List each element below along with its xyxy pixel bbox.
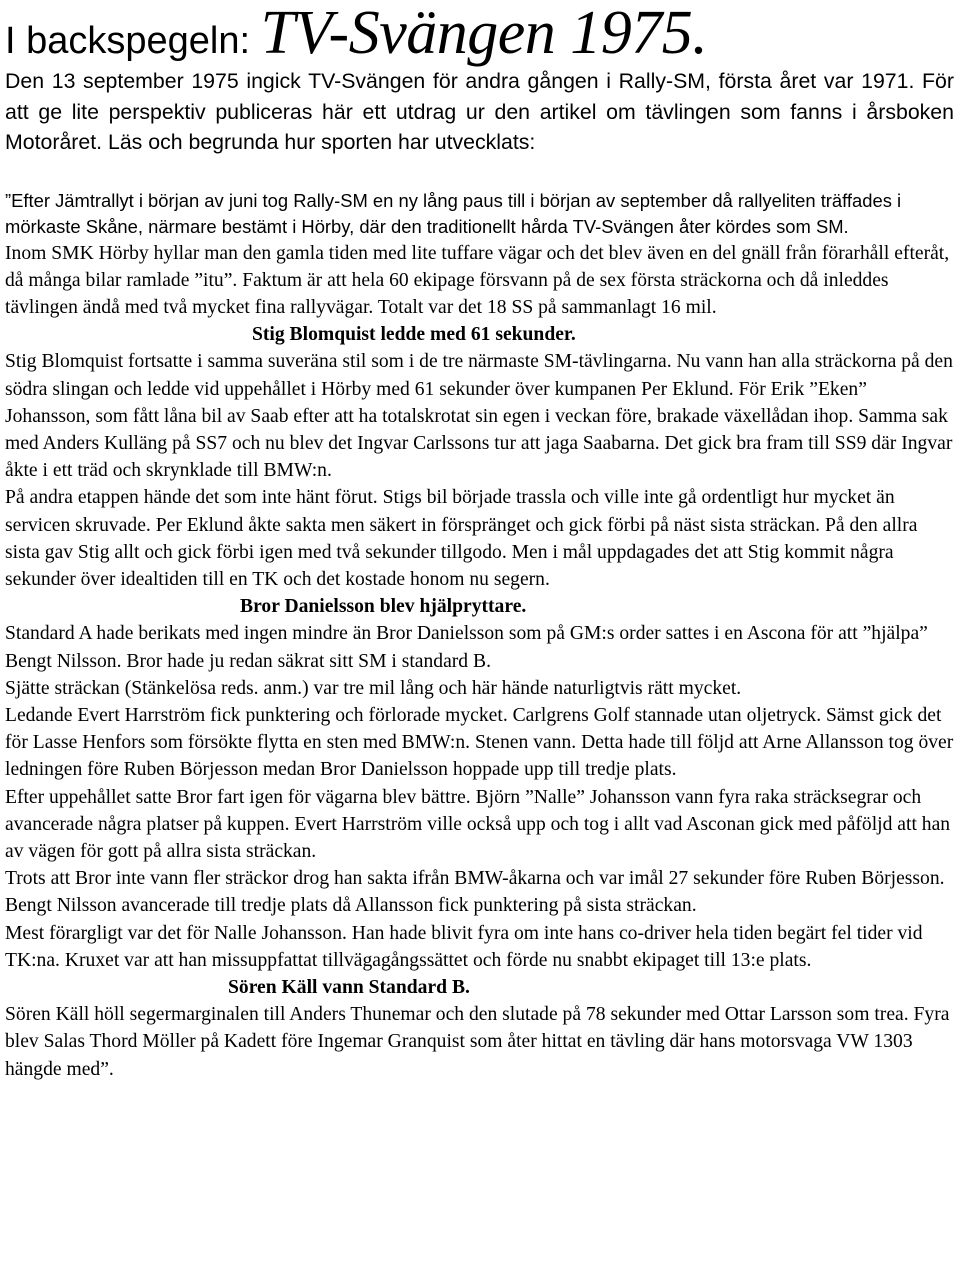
article-paragraph: Stig Blomquist fortsatte i samma suveräna stil som i de tre närmaste SM-tävlingarna. Nu vann han alla sträckorna på den södra slingan och ledde vid uppehållet i Hörby med 61 sekunder över kumpanen Per Eklund. För Erik ”Eken” Johansson, som fått låna bil av Saab efter att ha totalskrotat sin egen i veckan före, brakade växellådan ihop. Samma sak med Anders Kulläng på SS7 och nu blev det Ingvar Carlssons tur att jaga Saabarna. Det gick bra fram till SS9 där Ingvar åkte i ett träd och skrynklade till BMW:n. bbox=[5, 351, 953, 482]
article-paragraph: Inom SMK Hörby hyllar man den gamla tiden med lite tuffare vägar och det blev även en del gnäll från förarhåll efteråt, då många bilar ramlade ”itu”. Faktum är att hela 60 ekipage försvann på de sex första sträckorna och då inleddes tävlingen ändå med två mycket fina rallyvägar. Totalt var det 18 SS på sammanlagt 16 mil. bbox=[5, 242, 950, 318]
article-paragraph: Efter uppehållet satte Bror fart igen för vägarna blev bättre. Björn ”Nalle” Johansson vann fyra raka sträcksegrar och avancerade några platser på kuppen. Evert Harrström ville också upp och tog i allt vad Asconan gick med påföljd att han av vägen för gott på allra sista sträckan. bbox=[5, 786, 951, 862]
article-lead-paragraph: ”Efter Jämtrallyt i början av juni tog Rally-SM en ny lång paus till i början av september då rallyeliten träffades i mörkaste Skåne, närmare bestämt i Hörby, där den traditionellt hårda TV-Svängen åter kördes som SM. bbox=[5, 189, 902, 237]
section-heading: Bror Danielsson blev hjälpryttare. bbox=[240, 596, 527, 618]
article-paragraph: På andra etappen hände det som inte hänt förut. Stigs bil började trassla och ville inte gå ordentligt hur mycket än servicen skruvade. Per Eklund åkte sakta men säkert in förspränget och gick förbi på näst sista sträckan. På den allra sista gav Stig allt och gick förbi igen med två sekunder tillgodo. Men i mål uppdagades det att Stig kommit några sekunder över idealtiden till en TK och det kostade honom nu segern. bbox=[5, 487, 918, 590]
article-paragraph: Ledande Evert Harrström fick punktering och förlorade mycket. Carlgrens Golf stannade utan oljetryck. Sämst gick det för Lasse Henfors som försökte flytta en sten med BMW:n. Stenen vann. Detta hade till följd att Arne Allansson tog över ledningen före Ruben Börjesson medan Bror Danielsson hoppade upp till tredje plats. bbox=[5, 704, 954, 781]
title-prefix: I backspegeln: bbox=[5, 20, 261, 62]
article-paragraph: Standard A hade berikats med ingen mindre än Bror Danielsson som på GM:s order sattes i en Ascona för att ”hjälpa” Bengt Nilsson. Bror hade ju redan säkrat sitt SM i standard B. bbox=[5, 623, 928, 672]
article-excerpt bbox=[5, 188, 954, 1083]
title-main: TV-Svängen 1975. bbox=[260, 0, 708, 67]
article-paragraph: Sjätte sträckan (Stänkelösa reds. anm.) var tre mil lång och här hände naturligtvis rätt mycket. bbox=[5, 677, 742, 699]
section-heading: Sören Käll vann Standard B. bbox=[228, 976, 470, 998]
page-title bbox=[5, 0, 954, 67]
intro-paragraph: Den 13 september 1975 ingick TV-Svängen för andra gången i Rally-SM, första året var 1971. För att ge lite perspektiv publiceras här ett utdrag ur den artikel om tävlingen som fanns i årsboken Motoråret. Läs och begrunda hur sporten har utvecklats: bbox=[5, 69, 954, 154]
article-paragraph: Mest förargligt var det för Nalle Johansson. Han hade blivit fyra om inte hans co-driver hela tiden begärt fel tider vid TK:na. Kruxet var att han missuppfattat tillvägagångssättet och förde nu snabbt ekipaget till 13:e plats. bbox=[5, 922, 923, 971]
article-paragraph: Trots att Bror inte vann fler sträckor drog han sakta ifrån BMW-åkarna och var imål 27 sekunder före Ruben Börjesson. Bengt Nilsson avancerade till tredje plats då Allansson fick punktering på sista sträckan. bbox=[5, 868, 945, 917]
section-heading: Stig Blomquist ledde med 61 sekunder. bbox=[252, 324, 576, 346]
article-paragraph: Sören Käll höll segermarginalen till Anders Thunemar och den slutade på 78 sekunder med Ottar Larsson som trea. Fyra blev Salas Thord Möller på Kadett före Ingemar Granquist som åter hittat en tävling där hans motorsvaga VW 1303 hängde med”. bbox=[5, 1004, 950, 1080]
